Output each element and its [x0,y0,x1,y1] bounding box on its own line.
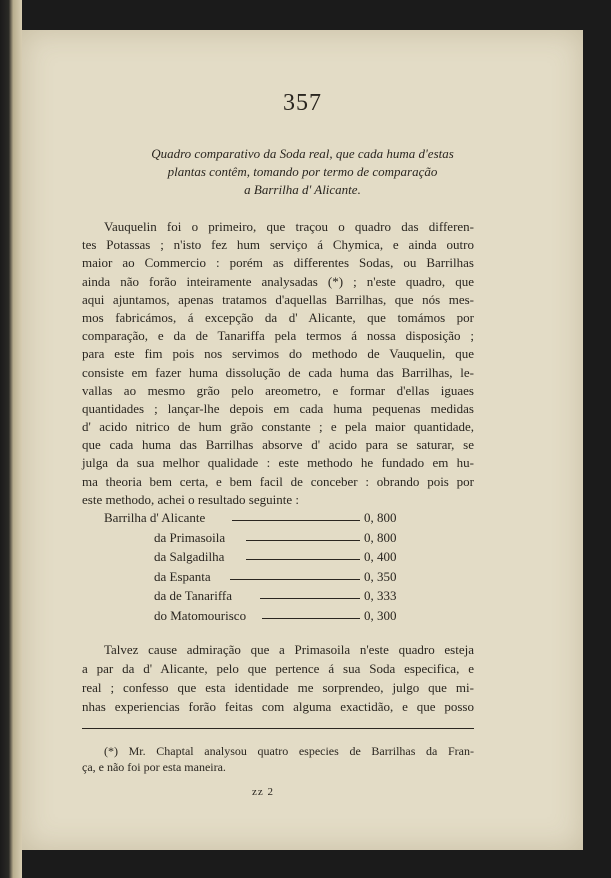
leader-line [232,520,360,521]
footnote-line: ça, e não foi por esta maneira. [82,760,226,774]
text-line: para este fim pois nos servimos do methodo de Vauquelin, que [82,346,474,362]
text-line: julga da sua melhor qualidade : este methodo he fundado em hu- [82,455,474,471]
text-line: quantidades ; lançar-lhe depois em cada huma pequenas medidas [82,400,474,416]
barrilha-value: 0, 800 [364,510,397,525]
text-line: mos fabricámos, á excepção da d' Alicante, que tomámos por [82,309,474,325]
text-line: Vauquelin foi o primeiro, que traçou o quadro das differen- [104,219,474,234]
title-line: a Barrilha d' Alicante. [244,182,361,197]
text-line: maior ao Commercio : porém as differentes Sodas, ou Barrilhas [82,255,474,271]
paragraph-1 [82,218,474,509]
leader-line [260,598,360,599]
text-line: este methodo, achei o resultado seguinte : [82,491,299,507]
text-line: ainda não forão inteiramente analysadas (*) ; n'este quadro, que [82,273,474,289]
barrilha-value: 0, 300 [364,607,397,623]
book-page [22,30,583,850]
leader-line [262,618,360,619]
text-line: vallas ao mesmo grão pelo areometro, e formar d'ellas iguaes [82,382,474,398]
barrilha-name: Barrilha d' Alicante [104,510,206,525]
paragraph-2 [82,640,474,716]
barrilha-value: 0, 350 [364,568,397,584]
text-line: tes Potassas ; n'isto fez hum serviço á Chymica, e ainda outro [82,237,474,253]
leader-line [246,540,360,541]
text-line: Talvez cause admiração que a Primasoila n'este quadro esteja [104,642,474,657]
footnote [82,743,474,775]
table-row [82,549,474,569]
barrilha-name: da Espanta [154,568,211,584]
text-line: d' acido nitrico de hum grão constante ; e pela maior quantidade, [82,419,474,435]
barrilha-name: da Salgadilha [154,549,225,565]
text-line: nhas experiencias forão feitas com alguma exactidão, e que posso [82,699,474,714]
signature-mark: zz 2 [252,786,275,798]
results-table [82,510,474,628]
table-row [82,530,474,550]
barrilha-value: 0, 400 [364,549,397,565]
table-row [82,608,474,628]
table-row [82,510,474,530]
barrilha-name: da de Tanariffa [154,588,233,604]
text-line: ma theoria bem certa, e bem facil de conceber : obrando pois por [82,473,474,489]
text-line: que cada huma das Barrilhas absorve d' acido para se saturar, se [82,437,474,453]
text-line: aqui ajuntamos, apenas tratamos d'aquellas Barrilhas, que nós mes- [82,291,474,307]
book-gutter [0,0,22,878]
barrilha-value: 0, 800 [364,529,397,545]
text-line: consiste em fazer huma dissolução de cada huma das Barrilhas, le- [82,364,474,380]
table-row [82,569,474,589]
footnote-line: (*) Mr. Chaptal analysou quatro especies de Barrilhas da Fran- [104,744,474,758]
title-line: plantas contêm, tomando por termo de comparação [167,164,438,179]
barrilha-name: da Primasoila [154,529,226,545]
barrilha-name: do Matomourisco [154,607,247,623]
title-line: Quadro comparativo da Soda real, que cada huma d'estas [151,146,454,161]
barrilha-value: 0, 333 [364,588,397,604]
footnote-divider [82,728,474,729]
section-title [82,145,523,199]
leader-line [230,579,360,580]
table-row [82,588,474,608]
text-line: comparação, e da de Tanariffa pela termos á nossa disposição ; [82,328,474,344]
text-line: a par da d' Alicante, pelo que pertence á sua Soda especifica, e [82,661,474,676]
leader-line [246,559,360,560]
text-line: real ; confesso que esta identidade me sorprendeo, julgo que mi- [82,680,474,695]
page-number: 357 [283,90,322,116]
